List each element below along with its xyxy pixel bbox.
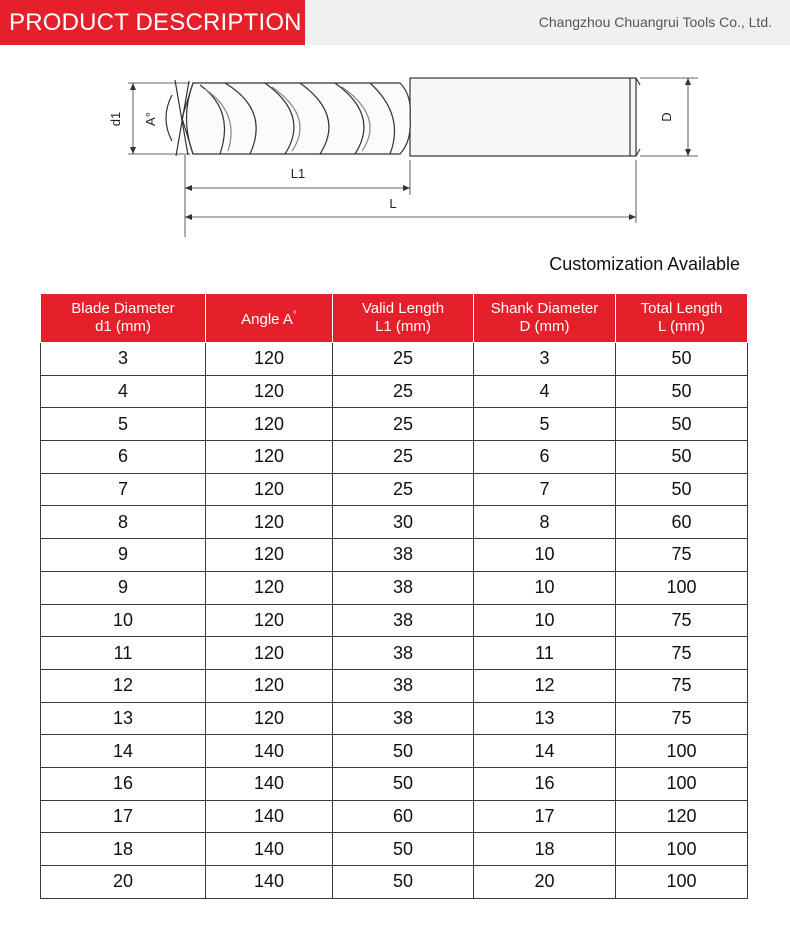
table-cell: 8 <box>474 506 616 539</box>
angle-label: A° <box>143 112 158 126</box>
table-cell: 120 <box>206 571 333 604</box>
degree-symbol: ° <box>292 310 297 321</box>
table-row <box>41 539 748 572</box>
table-cell: 75 <box>616 539 748 572</box>
table-cell: 50 <box>616 441 748 474</box>
table-cell: 38 <box>333 571 474 604</box>
table-cell: 16 <box>41 767 206 800</box>
column-header-line1: Total Length <box>640 300 723 317</box>
table-cell: 38 <box>333 702 474 735</box>
table-cell: 5 <box>474 408 616 441</box>
column-header-line1: Shank Diameter <box>490 300 599 317</box>
table-cell: 10 <box>41 604 206 637</box>
table-cell: 60 <box>616 506 748 539</box>
table-row <box>41 702 748 735</box>
table-cell: 3 <box>41 343 206 376</box>
column-header-line1: Angle A <box>241 311 293 328</box>
table-cell: 50 <box>333 833 474 866</box>
table-cell: 50 <box>616 375 748 408</box>
table-cell: 50 <box>616 408 748 441</box>
table-row <box>41 473 748 506</box>
table-cell: 120 <box>206 441 333 474</box>
table-row <box>41 833 748 866</box>
table-cell: 50 <box>333 735 474 768</box>
table-row <box>41 375 748 408</box>
table-cell: 25 <box>333 473 474 506</box>
shank-shape <box>410 78 636 156</box>
d-label: D <box>659 112 674 122</box>
table-cell: 17 <box>41 800 206 833</box>
table-cell: 50 <box>616 473 748 506</box>
table-cell: 10 <box>474 604 616 637</box>
table-row <box>41 343 748 376</box>
table-cell: 120 <box>206 408 333 441</box>
table-cell: 120 <box>206 669 333 702</box>
table-cell: 6 <box>41 441 206 474</box>
table-cell: 120 <box>206 637 333 670</box>
table-cell: 3 <box>474 343 616 376</box>
table-cell: 13 <box>474 702 616 735</box>
table-cell: 75 <box>616 637 748 670</box>
table-cell: 20 <box>41 866 206 899</box>
table-cell: 140 <box>206 767 333 800</box>
table-cell: 10 <box>474 571 616 604</box>
table-cell: 100 <box>616 767 748 800</box>
column-header-line1: Valid Length <box>361 300 445 317</box>
table-cell: 120 <box>206 604 333 637</box>
table-cell: 50 <box>616 343 748 376</box>
table-row <box>41 800 748 833</box>
column-header <box>616 294 748 343</box>
table-cell: 13 <box>41 702 206 735</box>
table-cell: 30 <box>333 506 474 539</box>
column-header-line2: d1 (mm) <box>95 318 151 335</box>
table-cell: 120 <box>206 506 333 539</box>
table-cell: 12 <box>41 669 206 702</box>
table-cell: 8 <box>41 506 206 539</box>
table-row <box>41 408 748 441</box>
table-cell: 18 <box>41 833 206 866</box>
table-cell: 4 <box>41 375 206 408</box>
table-cell: 120 <box>206 375 333 408</box>
table-cell: 25 <box>333 343 474 376</box>
header-bar <box>0 0 790 45</box>
table-cell: 16 <box>474 767 616 800</box>
table-cell: 120 <box>206 702 333 735</box>
table-cell: 140 <box>206 735 333 768</box>
table-cell: 5 <box>41 408 206 441</box>
table-cell: 11 <box>474 637 616 670</box>
column-header <box>41 294 206 343</box>
column-header-line2: D (mm) <box>519 318 570 335</box>
table-row <box>41 441 748 474</box>
table-cell: 25 <box>333 375 474 408</box>
table-row <box>41 866 748 899</box>
table-cell: 38 <box>333 669 474 702</box>
table-cell: 38 <box>333 539 474 572</box>
table-cell: 100 <box>616 735 748 768</box>
table-cell: 38 <box>333 604 474 637</box>
column-header <box>206 294 333 343</box>
table-cell: 20 <box>474 866 616 899</box>
table-cell: 100 <box>616 833 748 866</box>
table-cell: 7 <box>41 473 206 506</box>
table-cell: 140 <box>206 866 333 899</box>
customization-note: Customization Available <box>549 254 740 274</box>
table-cell: 25 <box>333 408 474 441</box>
table-row <box>41 506 748 539</box>
table-body <box>41 343 748 899</box>
column-header <box>333 294 474 343</box>
table-cell: 120 <box>616 800 748 833</box>
column-header-line1: Blade Diameter <box>71 300 175 317</box>
l-label: L <box>389 196 397 211</box>
table-cell: 17 <box>474 800 616 833</box>
table-cell: 18 <box>474 833 616 866</box>
table-cell: 75 <box>616 669 748 702</box>
table-cell: 9 <box>41 571 206 604</box>
table-cell: 14 <box>41 735 206 768</box>
table-cell: 50 <box>333 767 474 800</box>
table-row <box>41 571 748 604</box>
table-cell: 120 <box>206 343 333 376</box>
column-header <box>474 294 616 343</box>
table-cell: 140 <box>206 800 333 833</box>
table-cell: 6 <box>474 441 616 474</box>
end-mill-diagram <box>0 55 790 255</box>
table-cell: 75 <box>616 702 748 735</box>
table-cell: 25 <box>333 441 474 474</box>
table-cell: 12 <box>474 669 616 702</box>
table-cell: 140 <box>206 833 333 866</box>
table-cell: 50 <box>333 866 474 899</box>
table-cell: 100 <box>616 866 748 899</box>
table-row <box>41 767 748 800</box>
table-cell: 60 <box>333 800 474 833</box>
table-cell: 14 <box>474 735 616 768</box>
table-cell: 10 <box>474 539 616 572</box>
l1-label: L1 <box>290 166 306 181</box>
table-row <box>41 669 748 702</box>
page-title: PRODUCT DESCRIPTION <box>0 0 305 45</box>
company-name: Changzhou Chuangrui Tools Co., Ltd. <box>538 14 772 30</box>
table-cell: 100 <box>616 571 748 604</box>
table-cell: 75 <box>616 604 748 637</box>
column-header-line2: L1 (mm) <box>375 318 431 335</box>
spec-table <box>40 293 748 899</box>
table-cell: 120 <box>206 473 333 506</box>
table-cell: 120 <box>206 539 333 572</box>
d1-label: d1 <box>108 111 123 127</box>
table-cell: 11 <box>41 637 206 670</box>
table-row <box>41 735 748 768</box>
table-row <box>41 604 748 637</box>
table-row <box>41 637 748 670</box>
table-cell: 38 <box>333 637 474 670</box>
table-cell: 7 <box>474 473 616 506</box>
column-header-line2: L (mm) <box>658 318 705 335</box>
table-header-row <box>41 294 748 343</box>
table-cell: 4 <box>474 375 616 408</box>
table-cell: 9 <box>41 539 206 572</box>
